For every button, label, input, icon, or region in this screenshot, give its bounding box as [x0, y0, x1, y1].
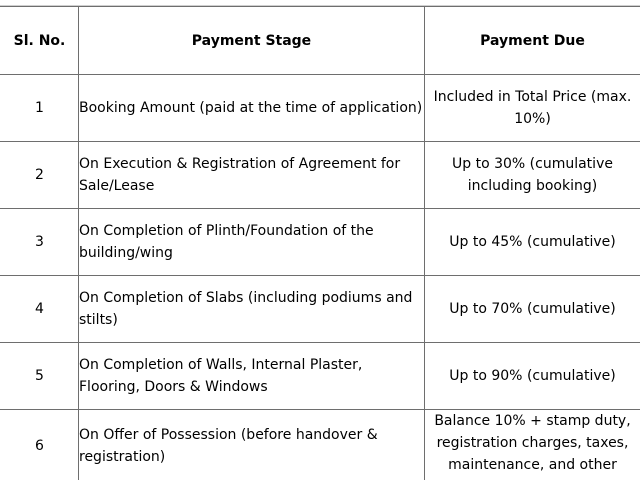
table-header-row	[1, 7, 640, 75]
row-sl-no: 5	[1, 343, 79, 410]
row-payment-stage: On Completion of Plinth/Foundation of the building/wing	[79, 209, 425, 276]
row-payment-due: Up to 45% (cumulative)	[425, 209, 640, 276]
row-payment-due: Up to 90% (cumulative)	[425, 343, 640, 410]
row-sl-no: 1	[1, 75, 79, 142]
header-sl-no: Sl. No.	[1, 7, 79, 75]
table-row	[1, 343, 640, 410]
table-row	[1, 142, 640, 209]
table-row	[1, 410, 640, 480]
header-payment-stage: Payment Stage	[79, 7, 425, 75]
table-row	[1, 75, 640, 142]
table-row	[1, 209, 640, 276]
payment-schedule-table	[0, 6, 640, 480]
table-row	[1, 276, 640, 343]
row-payment-stage: On Completion of Walls, Internal Plaster, Flooring, Doors & Windows	[79, 343, 425, 410]
row-sl-no: 6	[1, 410, 79, 480]
row-payment-due: Up to 30% (cumulative including booking)	[425, 142, 640, 209]
row-payment-due: Included in Total Price (max. 10%)	[425, 75, 640, 142]
row-payment-stage: On Execution & Registration of Agreement for Sale/Lease	[79, 142, 425, 209]
row-payment-stage: On Completion of Slabs (including podiums and stilts)	[79, 276, 425, 343]
header-payment-due: Payment Due	[425, 7, 640, 75]
row-sl-no: 3	[1, 209, 79, 276]
row-sl-no: 4	[1, 276, 79, 343]
row-payment-stage: On Offer of Possession (before handover & registration)	[79, 410, 425, 480]
row-payment-due: Up to 70% (cumulative)	[425, 276, 640, 343]
row-payment-stage: Booking Amount (paid at the time of application)	[79, 75, 425, 142]
row-sl-no: 2	[1, 142, 79, 209]
row-payment-due: Balance 10% + stamp duty, registration charges, taxes, maintenance, and other	[425, 410, 640, 480]
